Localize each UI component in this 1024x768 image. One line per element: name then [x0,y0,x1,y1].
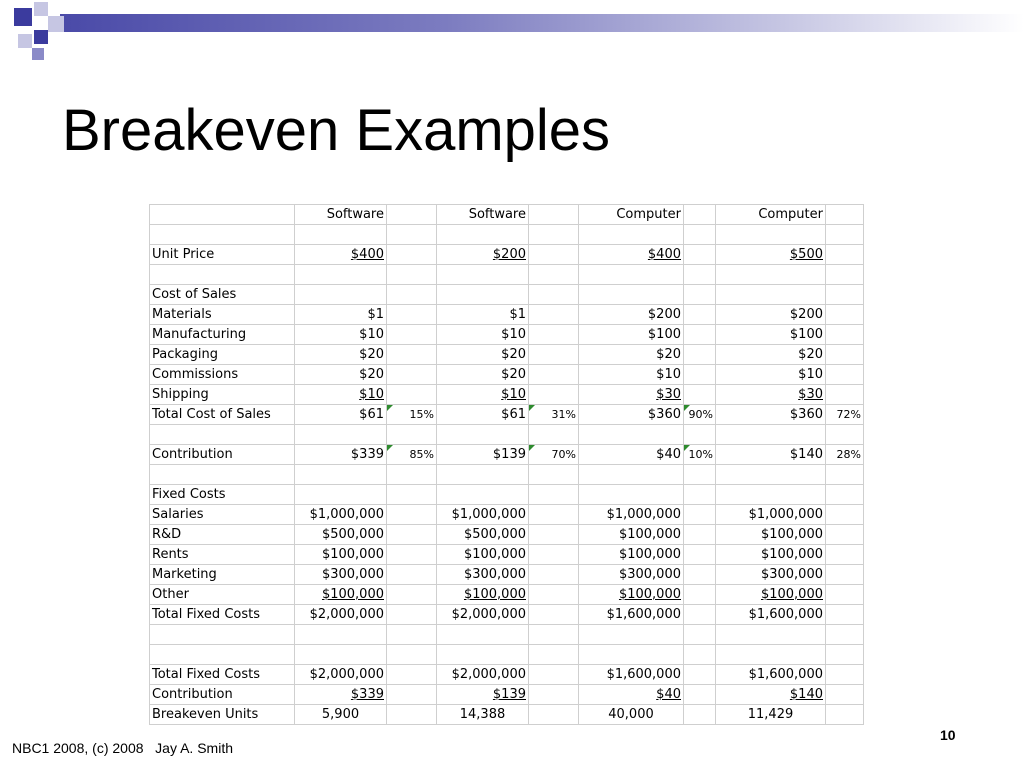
value-cell: $200 [579,305,684,325]
table-row [150,245,864,265]
percent-cell [826,345,864,365]
table-row [150,405,864,425]
percent-cell [684,285,716,305]
value-cell: $500,000 [437,525,529,545]
table-row [150,305,864,325]
value-cell: $2,000,000 [295,665,387,685]
value-cell: $100 [579,325,684,345]
percent-cell: 90% [684,405,716,425]
comment-flag-icon [387,405,393,411]
column-header: Software [295,205,387,225]
table-row [150,425,864,445]
value-cell [579,265,684,285]
percent-cell [387,325,437,345]
percent-cell [387,385,437,405]
comment-flag-icon [684,405,690,411]
percent-cell [684,365,716,385]
value-cell [716,245,826,265]
value-cell [437,465,529,485]
header-square-3 [48,16,64,32]
value-cell [437,245,529,265]
value-cell [295,465,387,485]
value-cell: $300,000 [295,565,387,585]
percent-cell [684,605,716,625]
value-cell: $20 [295,345,387,365]
percent-cell [826,505,864,525]
value-cell [716,685,826,705]
value-cell: $1 [295,305,387,325]
value-cell: $20 [295,365,387,385]
header-square-2 [34,2,48,16]
table-row [150,465,864,485]
value-cell [437,385,529,405]
value-cell [295,245,387,265]
value-cell [716,645,826,665]
percent-cell [529,265,579,285]
value-cell [295,425,387,445]
value-cell [295,685,387,705]
table-row [150,565,864,585]
value-cell: $1,000,000 [437,505,529,525]
percent-cell [684,245,716,265]
percent-cell: 72% [826,405,864,425]
percent-cell: 10% [684,445,716,465]
percent-cell [529,325,579,345]
value-cell: $40 [579,445,684,465]
percent-cell [684,485,716,505]
percent-cell [387,485,437,505]
value-cell: $20 [579,345,684,365]
percent-cell [529,505,579,525]
percent-cell [684,565,716,585]
percent-cell [387,465,437,485]
table-row [150,705,864,725]
percent-cell [826,525,864,545]
value-cell: $100,000 [437,545,529,565]
value-text: $40 [656,687,681,702]
percent-cell [529,545,579,565]
value-cell: $20 [437,345,529,365]
value-cell: $300,000 [579,565,684,585]
table-row [150,665,864,685]
value-cell: $1,600,000 [716,665,826,685]
percent-cell [826,425,864,445]
percent-cell [684,225,716,245]
row-label: Manufacturing [150,325,295,345]
row-label [150,265,295,285]
value-cell [579,485,684,505]
percent-cell [826,605,864,625]
value-cell [579,465,684,485]
percent-cell [387,625,437,645]
percent-cell: 28% [826,445,864,465]
value-cell [295,385,387,405]
row-label: Contribution [150,685,295,705]
value-cell: $10 [716,365,826,385]
percent-cell: 31% [529,405,579,425]
table-row [150,265,864,285]
percent-cell [684,525,716,545]
percent-cell [684,305,716,325]
percent-cell [684,425,716,445]
value-cell [579,385,684,405]
value-cell: $100 [716,325,826,345]
percent-cell [387,245,437,265]
value-cell [437,285,529,305]
blank-cell [684,205,716,225]
percent-cell [387,545,437,565]
row-label: Total Cost of Sales [150,405,295,425]
percent-cell [387,565,437,585]
value-cell [716,625,826,645]
percent-cell [529,565,579,585]
value-cell [716,285,826,305]
comment-flag-icon [529,405,535,411]
percent-cell [826,365,864,385]
row-label: R&D [150,525,295,545]
row-label [150,465,295,485]
percent-cell [529,365,579,385]
value-cell [716,265,826,285]
value-cell [437,645,529,665]
percent-cell [387,685,437,705]
table-row [150,225,864,245]
percent-cell [529,485,579,505]
table-row [150,605,864,625]
table-row [150,445,864,465]
value-cell: $2,000,000 [295,605,387,625]
value-cell: 40,000 [579,705,684,725]
table-row [150,345,864,365]
value-cell [716,225,826,245]
value-cell [579,625,684,645]
percent-cell [387,585,437,605]
value-cell [579,425,684,445]
breakeven-table [149,204,864,725]
percent-cell [387,665,437,685]
table-body [150,205,864,725]
slide-title: Breakeven Examples [62,98,611,163]
row-label: Unit Price [150,245,295,265]
value-cell: $140 [716,445,826,465]
value-text: $100,000 [760,587,823,602]
value-cell: $360 [579,405,684,425]
percent-cell [529,285,579,305]
percent-cell [529,605,579,625]
value-cell: $139 [437,445,529,465]
table-row [150,485,864,505]
value-text: $339 [350,687,384,702]
header-corner [150,205,295,225]
header-square-6 [32,48,44,60]
value-cell [295,645,387,665]
value-cell: 5,900 [295,705,387,725]
value-cell [295,485,387,505]
value-text: $30 [798,387,823,402]
header-band [60,14,1024,32]
value-cell [295,285,387,305]
comment-flag-icon [387,445,393,451]
table-row [150,645,864,665]
value-cell: $100,000 [716,525,826,545]
percent-cell [684,545,716,565]
table-row [150,385,864,405]
value-cell: $1,600,000 [579,605,684,625]
percent-cell [529,345,579,365]
value-cell: $339 [295,445,387,465]
value-text: $400 [350,247,384,262]
value-cell: $2,000,000 [437,605,529,625]
table-row [150,365,864,385]
table-row [150,505,864,525]
percent-cell [387,265,437,285]
percent-cell [684,265,716,285]
blank-cell [387,205,437,225]
table-row [150,525,864,545]
percent-cell [826,385,864,405]
value-cell: $2,000,000 [437,665,529,685]
row-label: Cost of Sales [150,285,295,305]
percent-cell [529,585,579,605]
percent-cell [387,525,437,545]
value-cell [579,645,684,665]
table-row [150,545,864,565]
percent-cell [387,285,437,305]
table-row [150,285,864,305]
percent-cell [826,645,864,665]
value-cell: $200 [716,305,826,325]
value-cell: $10 [295,325,387,345]
value-cell: $61 [437,405,529,425]
percent-cell [529,385,579,405]
comment-flag-icon [529,445,535,451]
value-cell: $1 [437,305,529,325]
row-label: Other [150,585,295,605]
percent-cell [684,625,716,645]
percent-cell [529,525,579,545]
percent-cell [826,325,864,345]
percent-cell [684,705,716,725]
value-cell [437,625,529,645]
value-cell: $20 [437,365,529,385]
value-cell: $1,600,000 [579,665,684,685]
percent-cell [826,265,864,285]
value-cell: $100,000 [295,545,387,565]
value-cell [579,225,684,245]
slide-footer: NBC1 2008, (c) 2008 Jay A. Smith [12,740,233,756]
percent-cell [529,705,579,725]
percent-cell: 70% [529,445,579,465]
row-label [150,625,295,645]
percent-cell [826,585,864,605]
row-label: Total Fixed Costs [150,605,295,625]
row-label: Commissions [150,365,295,385]
value-cell [437,265,529,285]
value-cell: $100,000 [579,525,684,545]
row-label: Breakeven Units [150,705,295,725]
value-cell: $61 [295,405,387,425]
percent-cell [826,285,864,305]
percent-cell [387,425,437,445]
blank-cell [826,205,864,225]
row-label: Fixed Costs [150,485,295,505]
page-number: 10 [940,727,956,743]
value-cell: $1,000,000 [716,505,826,525]
row-label: Total Fixed Costs [150,665,295,685]
percent-cell [529,245,579,265]
value-cell [295,265,387,285]
row-label: Contribution [150,445,295,465]
percent-cell [684,505,716,525]
percent-cell [826,685,864,705]
column-header: Computer [579,205,684,225]
value-text: $100,000 [463,587,526,602]
row-label: Marketing [150,565,295,585]
percent-cell [529,645,579,665]
value-cell [437,685,529,705]
row-label: Shipping [150,385,295,405]
value-text: $10 [501,387,526,402]
value-cell: $1,000,000 [295,505,387,525]
value-cell [716,485,826,505]
percent-cell [684,645,716,665]
row-label [150,425,295,445]
column-header: Computer [716,205,826,225]
percent-cell [387,645,437,665]
value-cell [579,285,684,305]
row-label [150,225,295,245]
value-cell [579,245,684,265]
percent-cell [826,485,864,505]
percent-cell [529,625,579,645]
value-cell: 14,388 [437,705,529,725]
percent-cell [826,225,864,245]
percent-cell [826,305,864,325]
percent-cell [684,385,716,405]
value-text: $500 [789,247,823,262]
value-cell: $10 [437,325,529,345]
percent-cell [387,365,437,385]
percent-cell [684,665,716,685]
value-cell: $500,000 [295,525,387,545]
value-cell: $360 [716,405,826,425]
value-cell [437,225,529,245]
column-header: Software [437,205,529,225]
row-label: Rents [150,545,295,565]
value-cell [716,585,826,605]
header-square-5 [34,30,48,44]
value-cell: $100,000 [716,545,826,565]
percent-cell [529,465,579,485]
percent-cell [826,465,864,485]
value-cell [295,585,387,605]
percent-cell [529,225,579,245]
value-text: $10 [359,387,384,402]
percent-cell [387,345,437,365]
percent-cell [529,665,579,685]
table-row [150,685,864,705]
row-label [150,645,295,665]
percent-cell [387,605,437,625]
header-square-4 [18,34,32,48]
percent-cell [387,305,437,325]
value-text: $100,000 [321,587,384,602]
value-cell: 11,429 [716,705,826,725]
table-row [150,585,864,605]
value-text: $140 [789,687,823,702]
value-cell [437,585,529,605]
comment-flag-icon [684,445,690,451]
row-label: Salaries [150,505,295,525]
value-cell [716,465,826,485]
value-cell: $300,000 [437,565,529,585]
percent-cell [529,425,579,445]
value-cell: $1,000,000 [579,505,684,525]
value-cell: $10 [579,365,684,385]
row-label: Materials [150,305,295,325]
percent-cell [684,465,716,485]
value-cell [579,685,684,705]
row-label: Packaging [150,345,295,365]
table-header-row [150,205,864,225]
percent-cell [387,505,437,525]
percent-cell [529,685,579,705]
percent-cell [387,705,437,725]
percent-cell [826,625,864,645]
percent-cell [684,685,716,705]
percent-cell [529,305,579,325]
table-row [150,325,864,345]
value-text: $100,000 [618,587,681,602]
value-cell: $20 [716,345,826,365]
percent-cell [684,585,716,605]
value-cell: $300,000 [716,565,826,585]
blank-cell [529,205,579,225]
percent-cell [826,545,864,565]
value-text: $200 [492,247,526,262]
percent-cell: 85% [387,445,437,465]
value-text: $30 [656,387,681,402]
value-text: $400 [647,247,681,262]
table-row [150,625,864,645]
value-cell [716,385,826,405]
header-square-1 [14,8,32,26]
value-text: $139 [492,687,526,702]
value-cell [579,585,684,605]
value-cell [437,485,529,505]
percent-cell [684,325,716,345]
percent-cell: 15% [387,405,437,425]
percent-cell [826,665,864,685]
value-cell [295,625,387,645]
percent-cell [826,705,864,725]
value-cell [716,425,826,445]
value-cell: $1,600,000 [716,605,826,625]
percent-cell [387,225,437,245]
percent-cell [826,565,864,585]
percent-cell [684,345,716,365]
percent-cell [826,245,864,265]
value-cell [437,425,529,445]
value-cell [295,225,387,245]
value-cell: $100,000 [579,545,684,565]
